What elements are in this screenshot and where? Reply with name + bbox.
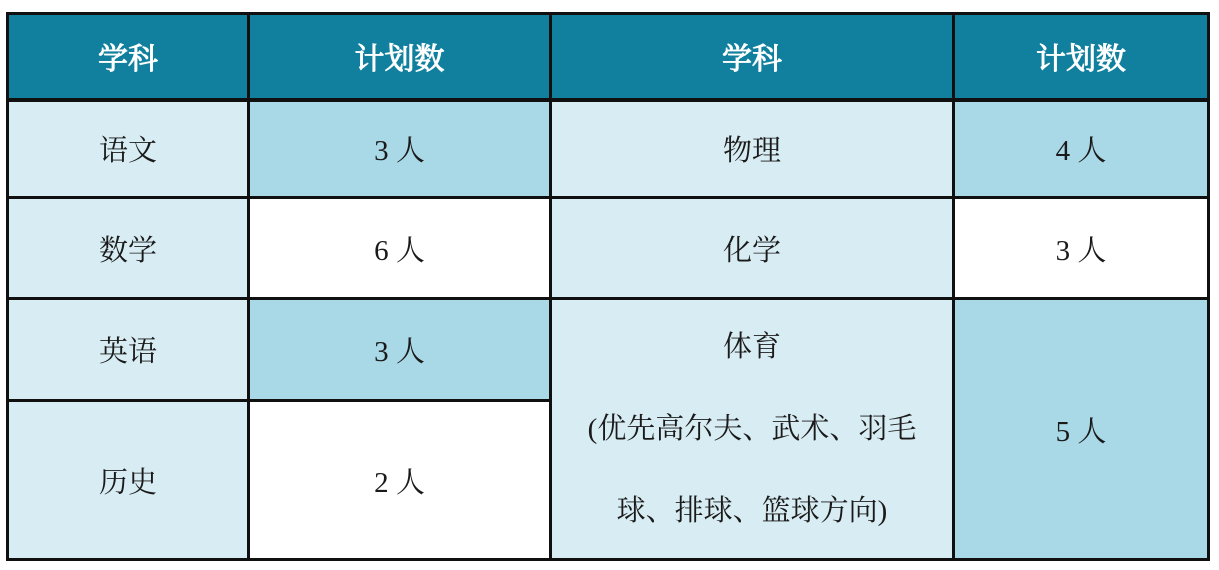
- header-count-left: 计划数: [249, 14, 551, 100]
- header-row: [8, 14, 1209, 100]
- header-count-right: 计划数: [954, 14, 1209, 100]
- sports-note-line1: (优先高尔夫、武术、羽毛: [587, 413, 917, 445]
- cell-count-huaxue: 3 人: [954, 198, 1209, 299]
- cell-subject-lishi: 历史: [8, 401, 249, 560]
- cell-count-lishi: 2 人: [249, 401, 551, 560]
- table-row: [8, 100, 1209, 198]
- cell-count-yingyu: 3 人: [249, 299, 551, 401]
- cell-subject-tiyu: [551, 299, 954, 560]
- cell-count-yuwen: 3 人: [249, 100, 551, 198]
- cell-subject-shuxue: 数学: [8, 198, 249, 299]
- cell-count-wuli: 4 人: [954, 100, 1209, 198]
- sports-subject-label: 体育: [722, 331, 781, 363]
- cell-subject-yuwen: 语文: [8, 100, 249, 198]
- cell-subject-yingyu: 英语: [8, 299, 249, 401]
- table-row: [8, 198, 1209, 299]
- header-subject-left: 学科: [8, 14, 249, 100]
- cell-subject-wuli: 物理: [551, 100, 954, 198]
- table-row: [8, 299, 1209, 401]
- cell-subject-huaxue: 化学: [551, 198, 954, 299]
- cell-count-shuxue: 6 人: [249, 198, 551, 299]
- cell-count-tiyu: 5 人: [954, 299, 1209, 560]
- sports-note-line2: 球、排球、篮球方向): [616, 495, 888, 527]
- header-subject-right: 学科: [551, 14, 954, 100]
- subject-plan-table: [6, 12, 1210, 561]
